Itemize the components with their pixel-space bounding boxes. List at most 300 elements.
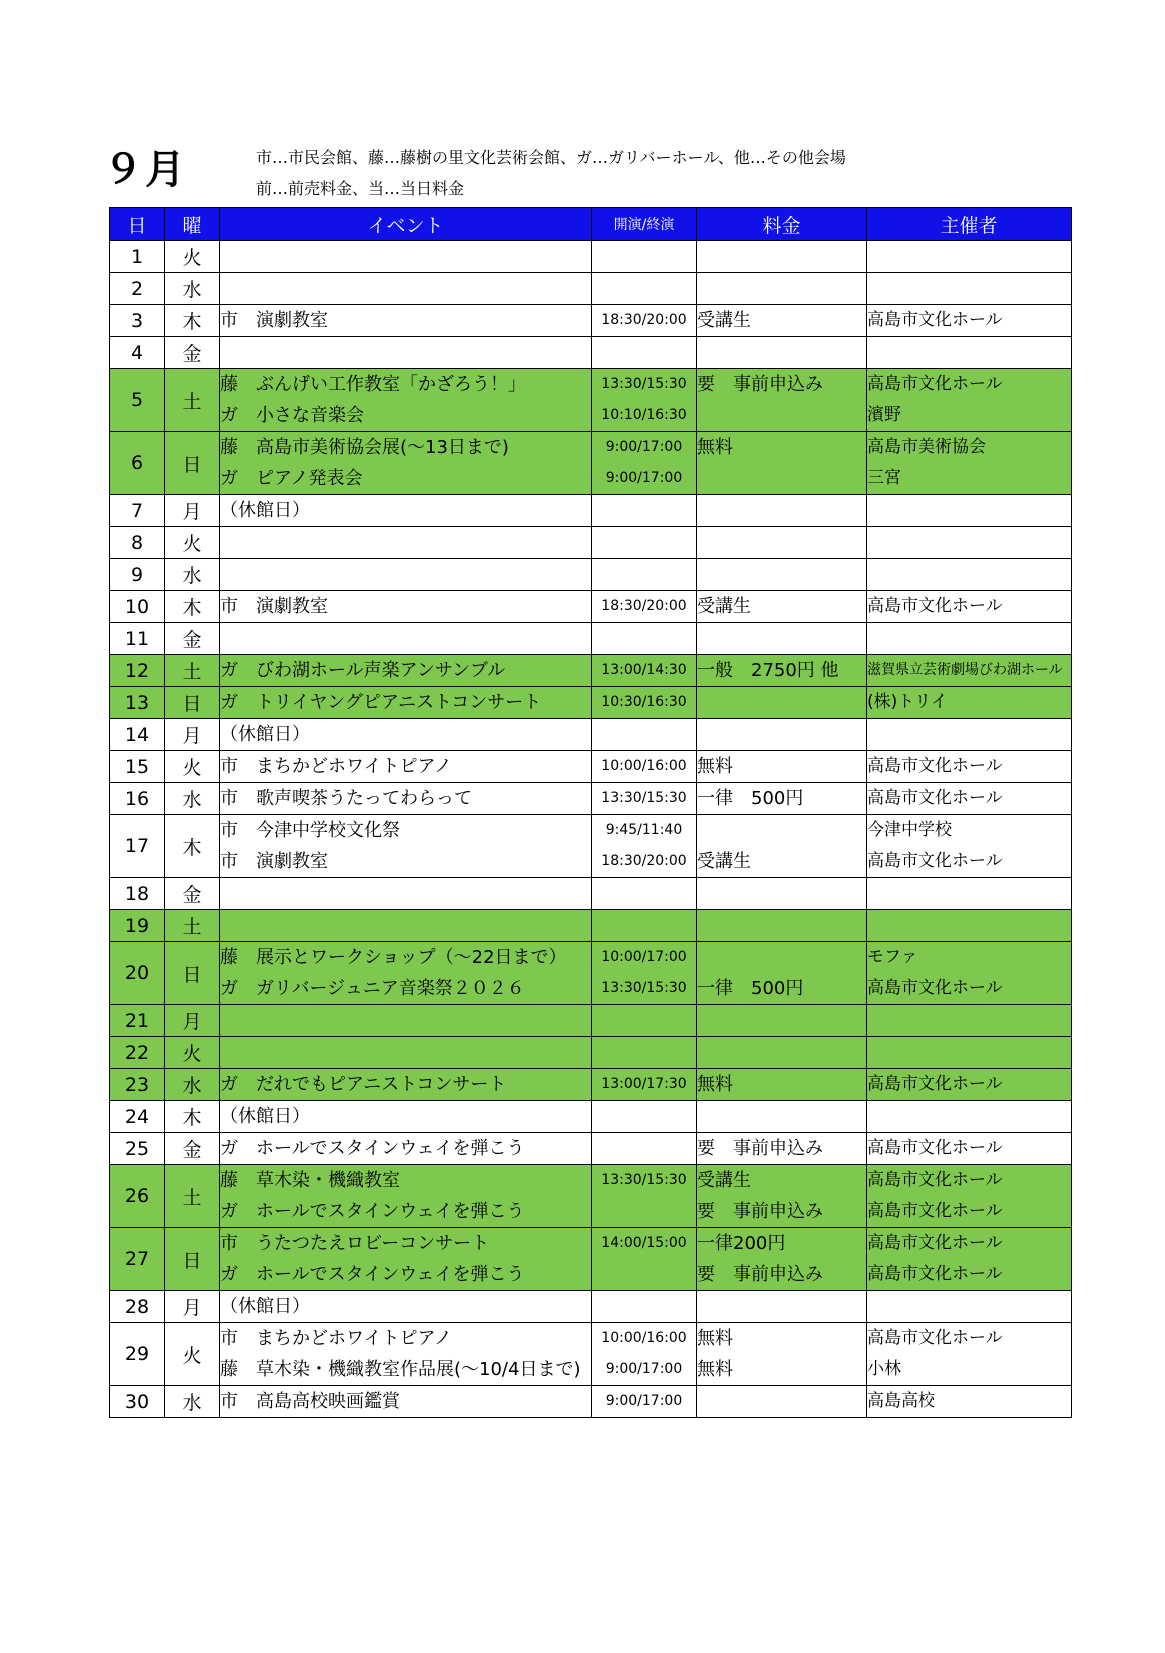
fee-line bbox=[697, 1005, 866, 1036]
fee-cell bbox=[697, 623, 867, 655]
time-cell bbox=[592, 1165, 697, 1228]
table-row bbox=[110, 1165, 1072, 1228]
time-cell bbox=[592, 1101, 697, 1133]
organizer-line: 高島市文化ホール bbox=[867, 1138, 1003, 1158]
table-row bbox=[110, 1101, 1072, 1133]
fee-cell bbox=[697, 1291, 867, 1323]
event-cell bbox=[220, 495, 592, 527]
event-line bbox=[220, 910, 591, 941]
event-line: ガ ホールでスタインウェイを弾こう bbox=[220, 1264, 525, 1285]
event-line: （休館日） bbox=[220, 1296, 310, 1317]
organizer-line: 高島市文化ホール bbox=[867, 1264, 1003, 1284]
fee-line: 受講生 bbox=[697, 851, 751, 872]
organizer-line bbox=[867, 623, 1071, 654]
fee-cell bbox=[697, 241, 867, 273]
organizer-cell bbox=[867, 1228, 1072, 1291]
event-line: （休館日） bbox=[220, 1106, 310, 1127]
organizer-line: 高島市文化ホール bbox=[867, 1328, 1003, 1348]
organizer-line bbox=[867, 1037, 1071, 1068]
weekday-cell: 金 bbox=[165, 878, 220, 910]
fee-line bbox=[697, 815, 866, 846]
fee-line: 無料 bbox=[697, 756, 733, 777]
fee-line: 受講生 bbox=[697, 1170, 751, 1191]
day-cell: 16 bbox=[110, 783, 165, 815]
table-row bbox=[110, 719, 1072, 751]
table-row bbox=[110, 591, 1072, 623]
table-row bbox=[110, 942, 1072, 1005]
time-line bbox=[592, 1037, 696, 1068]
month-title: ９月 bbox=[103, 147, 187, 193]
time-line bbox=[592, 1196, 696, 1227]
time-cell bbox=[592, 1069, 697, 1101]
fee-line: 無料 bbox=[697, 1074, 733, 1095]
event-line bbox=[220, 527, 591, 558]
time-cell bbox=[592, 1005, 697, 1037]
fee-cell bbox=[697, 527, 867, 559]
organizer-cell bbox=[867, 369, 1072, 432]
weekday-cell: 日 bbox=[165, 942, 220, 1005]
day-cell: 10 bbox=[110, 591, 165, 623]
time-cell bbox=[592, 1386, 697, 1418]
event-cell bbox=[220, 1323, 592, 1386]
event-cell bbox=[220, 527, 592, 559]
table-row bbox=[110, 751, 1072, 783]
event-line bbox=[220, 623, 591, 654]
fee-line: 無料 bbox=[697, 437, 733, 458]
day-cell: 21 bbox=[110, 1005, 165, 1037]
day-cell: 5 bbox=[110, 369, 165, 432]
event-cell bbox=[220, 751, 592, 783]
time-line: 9:00/17:00 bbox=[605, 1393, 683, 1409]
event-cell bbox=[220, 1037, 592, 1069]
fee-cell bbox=[697, 751, 867, 783]
time-line: 13:30/15:30 bbox=[601, 980, 687, 996]
organizer-cell bbox=[867, 1005, 1072, 1037]
table-row bbox=[110, 1133, 1072, 1165]
event-line: ガ ピアノ発表会 bbox=[220, 468, 363, 489]
weekday-cell: 日 bbox=[165, 432, 220, 495]
organizer-cell bbox=[867, 527, 1072, 559]
weekday-cell: 金 bbox=[165, 1133, 220, 1165]
time-cell bbox=[592, 783, 697, 815]
organizer-cell bbox=[867, 1323, 1072, 1386]
day-cell: 17 bbox=[110, 815, 165, 878]
fee-cell bbox=[697, 719, 867, 751]
fee-cell bbox=[697, 495, 867, 527]
table-row bbox=[110, 527, 1072, 559]
event-cell bbox=[220, 273, 592, 305]
weekday-cell: 水 bbox=[165, 273, 220, 305]
weekday-cell: 水 bbox=[165, 559, 220, 591]
organizer-line bbox=[867, 719, 1071, 750]
time-line: 13:30/15:30 bbox=[601, 376, 687, 392]
organizer-cell bbox=[867, 751, 1072, 783]
fee-line bbox=[697, 400, 866, 431]
organizer-cell bbox=[867, 1069, 1072, 1101]
organizer-cell bbox=[867, 1037, 1072, 1069]
organizer-line: 高島高校 bbox=[867, 1391, 935, 1411]
fee-line bbox=[697, 337, 866, 368]
event-line: （休館日） bbox=[220, 500, 310, 521]
event-cell bbox=[220, 337, 592, 369]
venue-legend: 市…市民会館、藤…藤樹の里文化芸術会館、ガ…ガリバーホール、他…その他会場 bbox=[256, 148, 846, 167]
weekday-cell: 土 bbox=[165, 369, 220, 432]
weekday-cell: 水 bbox=[165, 1386, 220, 1418]
table-row bbox=[110, 1291, 1072, 1323]
event-line bbox=[220, 241, 591, 272]
organizer-line bbox=[867, 910, 1071, 941]
event-line: ガ びわ湖ホール声楽アンサンブル bbox=[220, 660, 506, 681]
event-cell bbox=[220, 1005, 592, 1037]
day-cell: 2 bbox=[110, 273, 165, 305]
weekday-cell: 土 bbox=[165, 1165, 220, 1228]
table-row bbox=[110, 1069, 1072, 1101]
day-cell: 24 bbox=[110, 1101, 165, 1133]
time-line: 13:30/15:30 bbox=[601, 1172, 687, 1188]
fee-line bbox=[697, 1386, 866, 1417]
event-line: （休館日） bbox=[220, 724, 310, 745]
time-cell bbox=[592, 591, 697, 623]
weekday-cell: 月 bbox=[165, 1005, 220, 1037]
weekday-cell: 火 bbox=[165, 1323, 220, 1386]
event-cell bbox=[220, 559, 592, 591]
table-row bbox=[110, 241, 1072, 273]
day-cell: 22 bbox=[110, 1037, 165, 1069]
organizer-cell bbox=[867, 878, 1072, 910]
event-cell bbox=[220, 1291, 592, 1323]
time-cell bbox=[592, 495, 697, 527]
day-cell: 18 bbox=[110, 878, 165, 910]
day-cell: 19 bbox=[110, 910, 165, 942]
organizer-line bbox=[867, 1291, 1071, 1322]
time-line: 10:00/16:00 bbox=[601, 1330, 687, 1346]
event-cell bbox=[220, 942, 592, 1005]
time-line: 9:45/11:40 bbox=[605, 822, 683, 838]
event-line: ガ ガリバージュニア音楽祭２０２６ bbox=[220, 978, 525, 999]
day-cell: 4 bbox=[110, 337, 165, 369]
time-line bbox=[592, 878, 696, 909]
event-cell bbox=[220, 1165, 592, 1228]
fee-cell bbox=[697, 1133, 867, 1165]
event-line bbox=[220, 878, 591, 909]
organizer-cell bbox=[867, 815, 1072, 878]
weekday-cell: 木 bbox=[165, 1101, 220, 1133]
event-cell bbox=[220, 1386, 592, 1418]
fee-cell bbox=[697, 432, 867, 495]
time-line: 18:30/20:00 bbox=[601, 312, 687, 328]
event-line bbox=[220, 1037, 591, 1068]
weekday-cell: 月 bbox=[165, 1291, 220, 1323]
organizer-line: (株)トリイ bbox=[867, 692, 948, 712]
weekday-cell: 木 bbox=[165, 305, 220, 337]
time-line: 13:00/17:30 bbox=[601, 1076, 687, 1092]
header-event: イベント bbox=[220, 208, 592, 241]
table-row bbox=[110, 1323, 1072, 1386]
organizer-cell bbox=[867, 783, 1072, 815]
organizer-cell bbox=[867, 1133, 1072, 1165]
time-line: 14:00/15:00 bbox=[601, 1235, 687, 1251]
day-cell: 15 bbox=[110, 751, 165, 783]
time-line bbox=[592, 337, 696, 368]
fee-line bbox=[697, 1101, 866, 1132]
time-cell bbox=[592, 878, 697, 910]
time-line bbox=[592, 1005, 696, 1036]
event-cell bbox=[220, 369, 592, 432]
day-cell: 13 bbox=[110, 687, 165, 719]
organizer-line bbox=[867, 878, 1071, 909]
event-line: 藤 高島市美術協会展(～13日まで) bbox=[220, 437, 509, 458]
time-line bbox=[592, 241, 696, 272]
organizer-cell bbox=[867, 1101, 1072, 1133]
organizer-cell bbox=[867, 687, 1072, 719]
fee-cell bbox=[697, 1165, 867, 1228]
day-cell: 6 bbox=[110, 432, 165, 495]
fee-legend: 前…前売料金、当…当日料金 bbox=[256, 179, 465, 198]
table-row bbox=[110, 369, 1072, 432]
fee-line: 要 事前申込み bbox=[697, 374, 823, 395]
time-cell bbox=[592, 655, 697, 687]
table-row bbox=[110, 273, 1072, 305]
event-line: 市 演劇教室 bbox=[220, 596, 328, 617]
fee-cell bbox=[697, 1069, 867, 1101]
time-cell bbox=[592, 1228, 697, 1291]
weekday-cell: 火 bbox=[165, 1037, 220, 1069]
weekday-cell: 金 bbox=[165, 623, 220, 655]
event-line: 市 今津中学校文化祭 bbox=[220, 820, 400, 841]
table-row bbox=[110, 623, 1072, 655]
weekday-cell: 土 bbox=[165, 910, 220, 942]
fee-cell bbox=[697, 1101, 867, 1133]
fee-line bbox=[697, 687, 866, 718]
organizer-line: 高島市美術協会 bbox=[867, 437, 986, 457]
day-cell: 14 bbox=[110, 719, 165, 751]
fee-line: 受講生 bbox=[697, 596, 751, 617]
event-cell bbox=[220, 878, 592, 910]
event-cell bbox=[220, 815, 592, 878]
header-time: 開演/終演 bbox=[592, 208, 697, 241]
organizer-cell bbox=[867, 241, 1072, 273]
time-line: 10:30/16:30 bbox=[601, 694, 687, 710]
day-cell: 1 bbox=[110, 241, 165, 273]
organizer-line bbox=[867, 241, 1071, 272]
event-line: 市 まちかどホワイトピアノ bbox=[220, 1328, 453, 1349]
fee-line bbox=[697, 1037, 866, 1068]
event-line: 藤 草木染・機織教室作品展(～10/4日まで) bbox=[220, 1359, 581, 1380]
time-line: 13:00/14:30 bbox=[601, 662, 687, 678]
organizer-line: 高島市文化ホール bbox=[867, 310, 1003, 330]
fee-cell bbox=[697, 910, 867, 942]
event-cell bbox=[220, 591, 592, 623]
time-line bbox=[592, 495, 696, 526]
fee-line: 無料 bbox=[697, 1359, 733, 1380]
table-row bbox=[110, 495, 1072, 527]
organizer-line: 高島市文化ホール bbox=[867, 1201, 1003, 1221]
event-line: 市 うたつたえロビーコンサート bbox=[220, 1233, 490, 1254]
fee-line: 要 事前申込み bbox=[697, 1138, 823, 1159]
event-cell bbox=[220, 1133, 592, 1165]
organizer-cell bbox=[867, 1165, 1072, 1228]
organizer-line: 高島市文化ホール bbox=[867, 788, 1003, 808]
day-cell: 25 bbox=[110, 1133, 165, 1165]
day-cell: 12 bbox=[110, 655, 165, 687]
time-cell bbox=[592, 337, 697, 369]
organizer-line: 高島市文化ホール bbox=[867, 1233, 1003, 1253]
time-line bbox=[592, 273, 696, 304]
header-day: 日 bbox=[110, 208, 165, 241]
weekday-cell: 月 bbox=[165, 719, 220, 751]
event-line: 市 高島高校映画鑑賞 bbox=[220, 1391, 400, 1412]
event-line: 藤 展示とワークショップ（～22日まで） bbox=[220, 947, 567, 968]
table-row bbox=[110, 1386, 1072, 1418]
organizer-line: 高島市文化ホール bbox=[867, 756, 1003, 776]
fee-cell bbox=[697, 942, 867, 1005]
time-cell bbox=[592, 751, 697, 783]
fee-line bbox=[697, 942, 866, 973]
day-cell: 8 bbox=[110, 527, 165, 559]
weekday-cell: 火 bbox=[165, 527, 220, 559]
fee-line: 一律 500円 bbox=[697, 978, 804, 999]
event-cell bbox=[220, 783, 592, 815]
organizer-cell bbox=[867, 910, 1072, 942]
table-row bbox=[110, 783, 1072, 815]
organizer-line: 濱野 bbox=[867, 405, 901, 425]
day-cell: 26 bbox=[110, 1165, 165, 1228]
organizer-cell bbox=[867, 655, 1072, 687]
day-cell: 27 bbox=[110, 1228, 165, 1291]
day-cell: 11 bbox=[110, 623, 165, 655]
time-line bbox=[592, 559, 696, 590]
time-cell bbox=[592, 369, 697, 432]
day-cell: 9 bbox=[110, 559, 165, 591]
organizer-line: 高島市文化ホール bbox=[867, 1074, 1003, 1094]
event-cell bbox=[220, 623, 592, 655]
event-line: ガ だれでもピアニストコンサート bbox=[220, 1074, 507, 1095]
table-row bbox=[110, 878, 1072, 910]
table-row bbox=[110, 1037, 1072, 1069]
weekday-cell: 火 bbox=[165, 751, 220, 783]
fee-cell bbox=[697, 273, 867, 305]
organizer-line bbox=[867, 1005, 1071, 1036]
weekday-cell: 日 bbox=[165, 687, 220, 719]
day-cell: 30 bbox=[110, 1386, 165, 1418]
event-cell bbox=[220, 1069, 592, 1101]
day-cell: 20 bbox=[110, 942, 165, 1005]
time-line: 18:30/20:00 bbox=[601, 853, 687, 869]
fee-line: 一律200円 bbox=[697, 1233, 786, 1254]
organizer-line: 高島市文化ホール bbox=[867, 978, 1003, 998]
fee-line bbox=[697, 495, 866, 526]
event-cell bbox=[220, 241, 592, 273]
time-cell bbox=[592, 910, 697, 942]
organizer-line: モファ bbox=[867, 947, 918, 967]
organizer-cell bbox=[867, 591, 1072, 623]
event-cell bbox=[220, 305, 592, 337]
time-line bbox=[592, 1133, 696, 1164]
fee-line: 受講生 bbox=[697, 310, 751, 331]
event-line: 市 演劇教室 bbox=[220, 851, 328, 872]
organizer-cell bbox=[867, 623, 1072, 655]
weekday-cell: 木 bbox=[165, 815, 220, 878]
event-cell bbox=[220, 1101, 592, 1133]
time-cell bbox=[592, 1323, 697, 1386]
time-line bbox=[592, 719, 696, 750]
time-cell bbox=[592, 942, 697, 1005]
organizer-line: 高島市文化ホール bbox=[867, 1170, 1003, 1190]
fee-cell bbox=[697, 1228, 867, 1291]
weekday-cell: 土 bbox=[165, 655, 220, 687]
event-line: ガ ホールでスタインウェイを弾こう bbox=[220, 1138, 525, 1159]
organizer-line: 高島市文化ホール bbox=[867, 596, 1003, 616]
time-line bbox=[592, 1259, 696, 1290]
day-cell: 7 bbox=[110, 495, 165, 527]
fee-line: 要 事前申込み bbox=[697, 1264, 823, 1285]
day-cell: 3 bbox=[110, 305, 165, 337]
fee-line bbox=[697, 719, 866, 750]
time-line bbox=[592, 910, 696, 941]
event-line bbox=[220, 559, 591, 590]
fee-line bbox=[697, 623, 866, 654]
event-line: ガ ホールでスタインウェイを弾こう bbox=[220, 1201, 525, 1222]
weekday-cell: 水 bbox=[165, 783, 220, 815]
fee-line: 要 事前申込み bbox=[697, 1201, 823, 1222]
header-fee: 料金 bbox=[697, 208, 867, 241]
organizer-cell bbox=[867, 1386, 1072, 1418]
time-cell bbox=[592, 241, 697, 273]
event-cell bbox=[220, 655, 592, 687]
organizer-line bbox=[867, 559, 1071, 590]
fee-cell bbox=[697, 305, 867, 337]
time-cell bbox=[592, 527, 697, 559]
table-row bbox=[110, 655, 1072, 687]
event-cell bbox=[220, 910, 592, 942]
time-line: 13:30/15:30 bbox=[601, 790, 687, 806]
time-cell bbox=[592, 305, 697, 337]
organizer-cell bbox=[867, 1291, 1072, 1323]
fee-cell bbox=[697, 1037, 867, 1069]
time-line: 18:30/20:00 bbox=[601, 598, 687, 614]
time-cell bbox=[592, 1133, 697, 1165]
fee-line bbox=[697, 878, 866, 909]
fee-line bbox=[697, 527, 866, 558]
header-row bbox=[110, 208, 1072, 241]
time-cell bbox=[592, 1291, 697, 1323]
organizer-line: 三宮 bbox=[867, 468, 901, 488]
organizer-line: 滋賀県立芸術劇場びわ湖ホール bbox=[867, 662, 1063, 678]
time-line: 10:00/17:00 bbox=[601, 949, 687, 965]
event-cell bbox=[220, 687, 592, 719]
fee-line bbox=[697, 241, 866, 272]
fee-cell bbox=[697, 337, 867, 369]
fee-cell bbox=[697, 783, 867, 815]
organizer-line bbox=[867, 273, 1071, 304]
table-row bbox=[110, 687, 1072, 719]
fee-line: 無料 bbox=[697, 1328, 733, 1349]
event-line: 藤 ぶんげい工作教室「かざろう！」 bbox=[220, 374, 526, 395]
organizer-line bbox=[867, 527, 1071, 558]
fee-cell bbox=[697, 1005, 867, 1037]
fee-line bbox=[697, 463, 866, 494]
weekday-cell: 金 bbox=[165, 337, 220, 369]
event-schedule-table bbox=[109, 207, 1072, 1418]
table-row bbox=[110, 815, 1072, 878]
header-dow: 曜 bbox=[165, 208, 220, 241]
time-line: 9:00/17:00 bbox=[605, 439, 683, 455]
table-row bbox=[110, 559, 1072, 591]
organizer-cell bbox=[867, 942, 1072, 1005]
time-line: 9:00/17:00 bbox=[605, 1361, 683, 1377]
event-cell bbox=[220, 432, 592, 495]
organizer-line: 高島市文化ホール bbox=[867, 851, 1003, 871]
